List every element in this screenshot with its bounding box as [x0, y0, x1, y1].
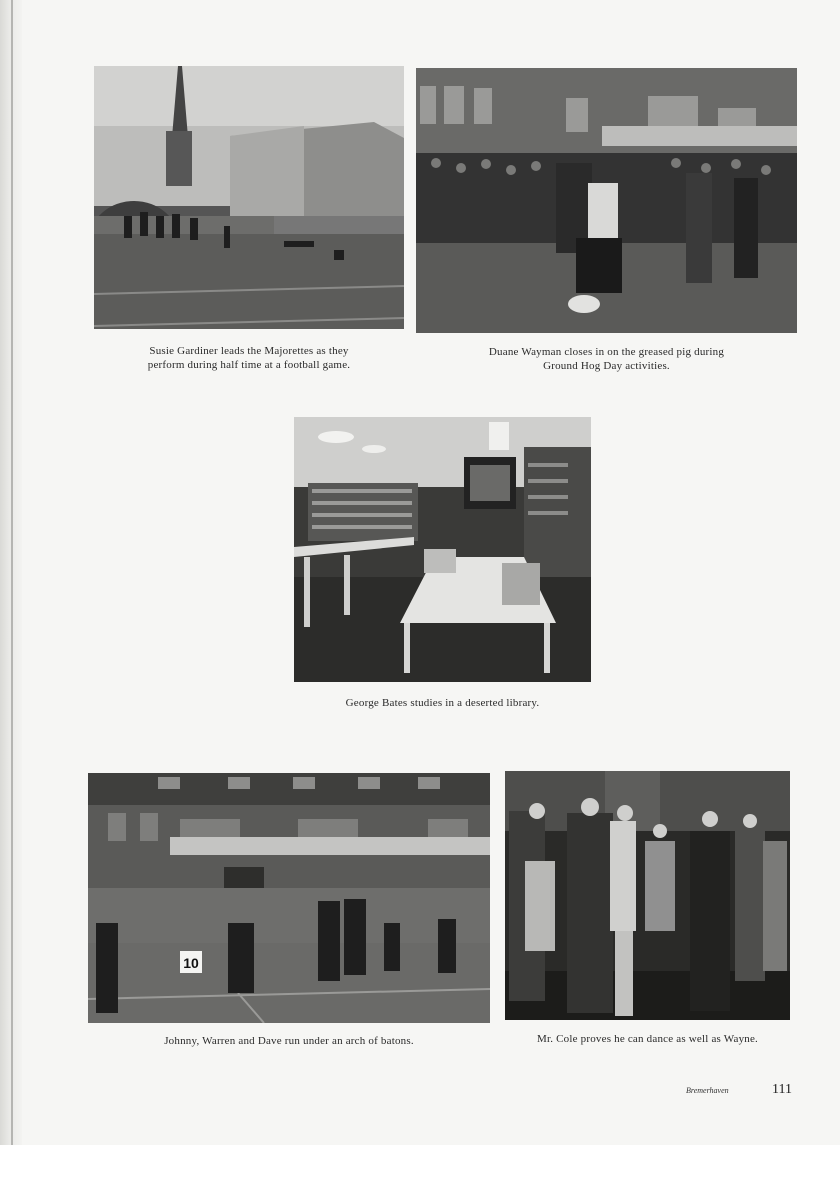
photo-dance	[505, 771, 790, 1020]
caption-dance-line-1: Mr. Cole proves he can dance as well as Wayne.	[536, 1033, 758, 1045]
caption-library	[294, 696, 591, 710]
caption-batons-line-1: Johnny, Warren and Dave run under an arch of batons.	[164, 1035, 414, 1047]
photo-library	[294, 417, 591, 682]
caption-dance	[505, 1032, 790, 1046]
caption-majorettes	[94, 344, 404, 372]
caption-library-line-1: George Bates studies in a deserted library.	[345, 697, 540, 709]
caption-greased-pig	[416, 345, 797, 373]
footer-publication: Bremerhaven	[686, 1086, 729, 1095]
page-binding	[0, 0, 22, 1145]
page-bottom-margin	[0, 1145, 840, 1195]
photo-batons	[88, 773, 490, 1023]
caption-majorettes-line-1: Susie Gardiner leads the Majorettes as they	[149, 345, 349, 357]
caption-majorettes-line-2: perform during half time at a football game.	[147, 359, 351, 371]
photo-majorettes	[94, 66, 404, 329]
caption-greased-pig-line-2: Ground Hog Day activities.	[543, 360, 670, 372]
caption-greased-pig-line-1: Duane Wayman closes in on the greased pig during	[488, 346, 725, 358]
page-number: 111	[772, 1082, 792, 1097]
caption-batons	[88, 1034, 490, 1048]
photo-greased-pig	[416, 68, 797, 333]
field-marker-label: 10	[183, 955, 199, 971]
